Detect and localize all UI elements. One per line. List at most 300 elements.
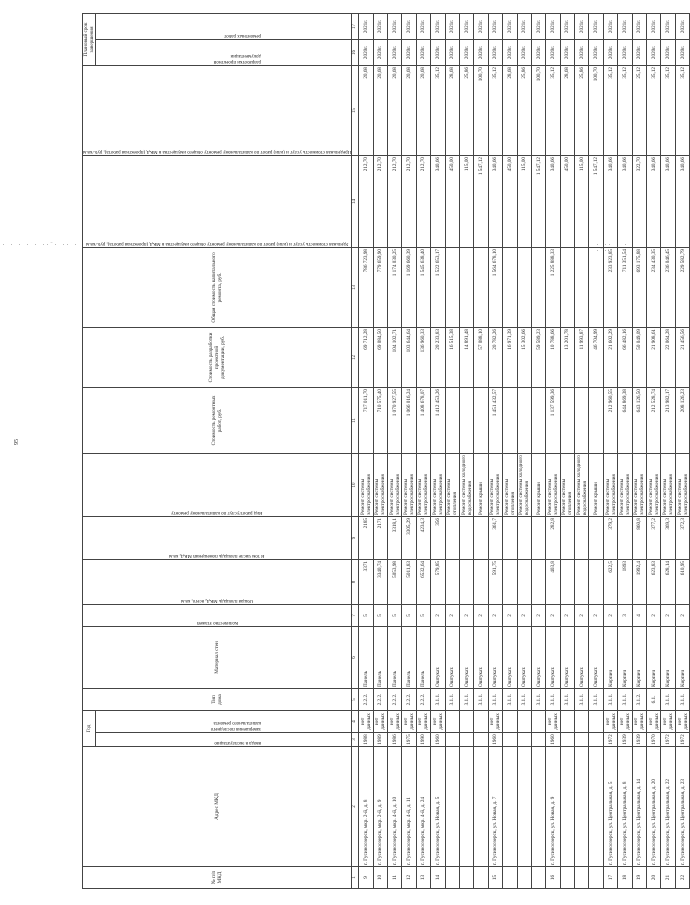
table-cell: 379,2 (603, 516, 617, 559)
table-cell: 622,5 (603, 559, 617, 604)
table-row (431, 13, 445, 888)
table-cell: Ремонт системы холодного водоснабжения (518, 455, 531, 515)
table-cell: 340,66 (675, 155, 689, 247)
table-row (560, 13, 574, 888)
table-cell: 6532,64 (416, 559, 430, 604)
table-cell: 2021г. (603, 13, 617, 39)
table-cell: 340,66 (546, 155, 560, 247)
table-cell: 3.1.1. (503, 688, 517, 710)
table-cell: 25,12 (632, 65, 646, 155)
table-cell: 2021г. (589, 13, 603, 39)
column-number: 15 (352, 65, 359, 155)
table-cell: 2021г. (459, 13, 473, 39)
table-cell: 3.1.1. (531, 688, 545, 710)
table-cell: 1972 (603, 733, 617, 747)
table-cell: Оштукат. (560, 626, 574, 688)
table-cell: 14 891,48 (459, 327, 473, 387)
column-number: 12 (352, 327, 359, 387)
table-cell: 20,68 (373, 65, 387, 155)
table-cell (589, 733, 603, 747)
table-cell: 3.1.1. (474, 688, 488, 710)
column-number: 17 (352, 13, 359, 39)
table-cell: Ремонт системы холодного водоснабжения (460, 455, 473, 515)
table-cell: 16 971,39 (503, 327, 517, 387)
table-cell: 35,12 (488, 65, 502, 155)
table-cell: Ремонт системы электроснабжения (488, 453, 502, 516)
table-cell: 2021г. (531, 13, 545, 39)
table-cell (474, 387, 488, 453)
table-cell: 2020г. (503, 39, 517, 65)
table-cell (459, 247, 473, 327)
table-cell: Ремонт системы электроснабжения (675, 453, 689, 516)
table-cell: 10 788,66 (546, 327, 560, 387)
table-cell (531, 247, 545, 327)
table-cell: 1939 (632, 733, 646, 747)
table-cell: 28,68 (560, 65, 574, 155)
table-cell: 786 723,98 (359, 247, 373, 327)
table-cell: 340,66 (488, 155, 502, 247)
table-cell: 340,66 (431, 155, 445, 247)
table-cell: 1970 (647, 733, 661, 747)
col-header-year-group: Год (83, 710, 96, 746)
table-cell: 21 456,56 (675, 327, 689, 387)
table-cell: 3.1.2. (632, 688, 646, 710)
table-cell: г. Гусиноозерск, ул. Центральная, д. 14 (632, 747, 646, 867)
table-cell (459, 387, 473, 453)
table-cell (517, 733, 531, 747)
table-cell (459, 747, 473, 867)
table-cell: 1 225 888,33 (546, 247, 560, 327)
table-cell: 3.1.1. (459, 688, 473, 710)
column-number: 7 (352, 604, 359, 626)
table-cell: 2021г. (503, 13, 517, 39)
table-cell: г. Гусиноозерск, ул. Центральная, д. 22 (661, 747, 675, 867)
table-cell: 340,66 (661, 155, 675, 247)
table-cell: 628,14 (661, 559, 675, 604)
table-cell: 50 049,09 (632, 327, 646, 387)
table-row (603, 13, 617, 888)
table-cell: нет данных (661, 710, 675, 732)
table-cell: 100,70 (589, 65, 603, 155)
table-cell: 212,70 (373, 155, 387, 247)
table-cell: Ремонт системы электроснабжения (431, 453, 445, 516)
table-cell: 2020г. (373, 39, 387, 65)
table-row (388, 13, 402, 888)
table-cell: 377,2 (647, 516, 661, 559)
table-cell: 717 011,70 (359, 387, 373, 453)
table-cell: 15 (488, 867, 502, 889)
table-cell: 2021г. (488, 13, 502, 39)
table-row (445, 13, 459, 888)
table-cell: 3.1.1. (603, 688, 617, 710)
table-cell: Кирпич (618, 626, 632, 688)
table-row (373, 13, 387, 888)
table-cell: 25,86 (517, 65, 531, 155)
col-header-last-repair: завершения последнего капитального ремонта (210, 720, 261, 731)
table-cell: 2020г. (359, 39, 373, 65)
table-cell: 1 545 638,40 (416, 247, 430, 327)
table-cell: 10 (373, 867, 387, 889)
table-cell: Оштукат. (431, 626, 445, 688)
table-cell: Оштукат. (459, 626, 473, 688)
table-cell: 69 084,50 (373, 327, 387, 387)
table-cell: 1988 (359, 733, 373, 747)
table-cell: 1960 (546, 733, 560, 747)
table-cell: 236 046,45 (661, 247, 675, 327)
table-cell: 3.1.1. (546, 688, 560, 710)
table-cell: 2185 (359, 516, 373, 559)
table-cell: 2020г. (560, 39, 574, 65)
table-cell: 3.1.1. (488, 688, 502, 710)
table-cell (575, 387, 589, 453)
table-cell: Ремонт системы отопления (503, 453, 517, 516)
table-row (517, 13, 531, 888)
table-cell (560, 387, 574, 453)
table-cell: 233 923,85 (603, 247, 617, 327)
table-cell (503, 559, 517, 604)
table-cell: г. Гусиноозерск, мкр. 4-й, д. 11 (402, 747, 416, 867)
table-cell: Ремонт системы электроснабжения (416, 453, 430, 516)
column-number: 8 (352, 559, 359, 604)
table-cell: 104 102,71 (388, 327, 402, 387)
table-cell: 35,12 (675, 65, 689, 155)
table-row (632, 13, 646, 888)
table-cell: 208 126,23 (675, 387, 689, 453)
table-cell: 2 (546, 604, 560, 626)
table-cell: 1 408 678,07 (416, 387, 430, 453)
table-cell: 5 (388, 604, 402, 626)
table-cell: 212,70 (402, 155, 416, 247)
table-cell: 20,68 (416, 65, 430, 155)
table-cell: 340,66 (647, 155, 661, 247)
table-cell: Ремонт системы электроснабжения (373, 453, 387, 516)
table-cell: 1960 (488, 733, 502, 747)
table-cell: 1989 (373, 733, 387, 747)
table-cell: 2020г. (632, 39, 646, 65)
table-cell: 11 993,87 (575, 327, 589, 387)
table-cell: 6.1. (647, 688, 661, 710)
table-cell: 1990 (416, 733, 430, 747)
table-cell: 643 126,50 (632, 387, 646, 453)
col-header-design-deadline: разработки проектной документации (213, 52, 261, 64)
table-cell: 623,83 (647, 559, 661, 604)
table-cell: 2020г. (675, 39, 689, 65)
table-row (416, 13, 430, 888)
table-cell: 361,7 (488, 516, 502, 559)
table-cell: 450,00 (503, 155, 517, 247)
table-cell: г. Гусиноозерск, ул. Центральная, д. 8 (618, 747, 632, 867)
table-cell (575, 747, 589, 867)
table-cell: Оштукат. (488, 626, 502, 688)
table-cell: 3.1.1. (517, 688, 531, 710)
table-cell: нет данных (359, 710, 373, 732)
table-cell: 3.1.1. (445, 688, 459, 710)
table-cell: 2021г. (474, 13, 488, 39)
table-cell: 21 (661, 867, 675, 889)
table-cell (517, 747, 531, 867)
table-cell: 2021г. (546, 13, 560, 39)
table-cell: Ремонт системы электроснабжения (603, 453, 617, 516)
table-cell: 450,00 (560, 155, 574, 247)
table-row (618, 13, 632, 888)
table-cell: 2 (675, 604, 689, 626)
table-cell (445, 747, 459, 867)
table-cell: 20 782,26 (488, 327, 502, 387)
table-cell: 2020г. (445, 39, 459, 65)
table-cell: Ремонт системы электроснабжения (661, 453, 675, 516)
column-number: 2 (352, 747, 359, 867)
table-cell (503, 516, 517, 559)
table-cell: 3.1.1. (431, 688, 445, 710)
table-cell: 212 960,55 (603, 387, 617, 453)
table-cell: 2 (503, 604, 517, 626)
table-row (675, 13, 689, 888)
table-cell: 25,86 (575, 65, 589, 155)
table-cell: 5 (416, 604, 430, 626)
col-header-address: Адрес МКД (83, 747, 352, 867)
table-cell: 1 070 927,55 (388, 387, 402, 453)
table-cell: Ремонт системы электроснабжения (359, 453, 373, 516)
repair-plan-table (82, 13, 690, 889)
table-cell: 5 (373, 604, 387, 626)
table-cell: 693 175,88 (632, 247, 646, 327)
table-cell (474, 516, 488, 559)
col-header-total-area: Общая площадь МКД, всего, кв.м (180, 597, 254, 603)
table-cell (517, 710, 531, 732)
table-cell: 2021г. (661, 13, 675, 39)
table-cell: 212 528,74 (647, 387, 661, 453)
table-cell (474, 867, 488, 889)
table-cell: 2020г. (517, 39, 531, 65)
table-cell (459, 710, 473, 732)
table-cell (575, 516, 589, 559)
table-cell (531, 710, 545, 732)
table-cell: 15 302,66 (517, 327, 531, 387)
table-cell (503, 733, 517, 747)
table-cell (517, 559, 531, 604)
table-cell (474, 747, 488, 867)
table-cell: 12 (402, 867, 416, 889)
table-cell: Ремонт системы электроснабжения (388, 453, 402, 516)
table-cell: нет данных (603, 710, 617, 732)
table-cell: 20 233,83 (431, 327, 445, 387)
table-cell: 356 (431, 516, 445, 559)
table-cell: Оштукат. (445, 626, 459, 688)
table-cell (474, 733, 488, 747)
table-cell: 2020г. (431, 39, 445, 65)
table-cell (517, 516, 531, 559)
table-cell (560, 733, 574, 747)
table-row (661, 13, 675, 888)
table-cell: 1960 (431, 733, 445, 747)
table-cell: 2020г. (531, 39, 545, 65)
table-cell: 229 582,79 (675, 247, 689, 327)
table-cell: 3.1.1. (661, 688, 675, 710)
table-cell: 2 (661, 604, 675, 626)
table-cell: 340,66 (618, 155, 632, 247)
column-number: 3 (352, 733, 359, 747)
table-cell (560, 747, 574, 867)
table-cell (474, 247, 488, 327)
table-row (402, 13, 416, 888)
table-cell (517, 247, 531, 327)
table-cell: 2 (575, 604, 589, 626)
table-cell: 28,68 (503, 65, 517, 155)
table-cell: 5 (359, 604, 373, 626)
table-cell: 2020г. (546, 39, 560, 65)
table-cell (459, 516, 473, 559)
table-cell: 21 602,29 (603, 327, 617, 387)
table-cell: Кирпич (632, 626, 646, 688)
table-cell: нет данных (402, 710, 416, 732)
table-cell: 212,70 (359, 155, 373, 247)
table-cell (589, 559, 603, 604)
table-cell (575, 247, 589, 327)
table-row (546, 13, 560, 888)
table-cell: 3.1.1. (675, 688, 689, 710)
table-cell: Ремонт системы электроснабжения (632, 453, 646, 516)
table-cell: 35,12 (647, 65, 661, 155)
table-cell: Оштукат. (503, 626, 517, 688)
table-cell: 1 547,12 (531, 155, 545, 247)
table-cell: 2020г. (416, 39, 430, 65)
table-cell: 2020г. (661, 39, 675, 65)
table-cell: нет данных (647, 710, 661, 732)
table-cell: нет данных (488, 710, 502, 732)
table-cell: 372,3 (675, 516, 689, 559)
column-number: 9 (352, 516, 359, 559)
table-cell: 2021г. (618, 13, 632, 39)
col-header-commission-year: ввода в эксплуатацию (214, 740, 261, 745)
table-cell: 403,8 (546, 559, 560, 604)
table-cell: нет данных (431, 710, 445, 732)
table-cell (445, 559, 459, 604)
table-cell: Ремонт системы холодного водоснабжения (575, 455, 588, 515)
table-cell: 2 (560, 604, 574, 626)
table-cell (531, 867, 545, 889)
table-cell: 4 (632, 604, 646, 626)
table-cell: Кирпич (675, 626, 689, 688)
table-cell: нет данных (618, 710, 632, 732)
table-row (359, 13, 373, 888)
table-cell: 2021г. (445, 13, 459, 39)
table-cell: 5011,83 (402, 559, 416, 604)
table-cell (445, 867, 459, 889)
table-cell (459, 867, 473, 889)
table-cell: Панель (388, 626, 402, 688)
table-cell: 1972 (675, 733, 689, 747)
table-cell (589, 516, 603, 559)
table-cell: г. Гусиноозерск, ул. Новая, д. 5 (431, 747, 445, 867)
table-cell: 2 (431, 604, 445, 626)
table-cell: Панель (359, 626, 373, 688)
table-cell (589, 867, 603, 889)
table-row (575, 13, 589, 888)
table-cell: 66 482,16 (618, 327, 632, 387)
table-cell (517, 387, 531, 453)
table-cell: Кирпич (603, 626, 617, 688)
column-number: 1 (352, 867, 359, 889)
table-cell: г. Гусиноозерск, мкр. 4-й, д. 24 (416, 747, 430, 867)
table-cell: 20,68 (359, 65, 373, 155)
col-header-work-type: Вид работ/услуг по капитальному ремонту (171, 509, 263, 515)
col-header-repair-cost: Стоимость ремонтных работ, руб. (83, 387, 352, 453)
col-header-wall-material: Материал стен (83, 626, 352, 688)
table-cell: 2020г. (589, 39, 603, 65)
table-cell: 2020г. (603, 39, 617, 65)
table-cell: 1986 (388, 733, 402, 747)
table-cell: 2 (589, 604, 603, 626)
table-cell: 2021г. (359, 13, 373, 39)
table-cell: 1972 (661, 733, 675, 747)
table-cell: Ремонт системы электроснабжения (647, 453, 661, 516)
table-cell: Ремонт крыши (531, 453, 545, 516)
table-cell: 2020г. (474, 39, 488, 65)
col-header-floors: Количество этажей (196, 619, 238, 625)
table-cell (503, 867, 517, 889)
table-cell (445, 387, 459, 453)
table-cell: г. Гусиноозерск, мкр. 4-й, д. 10 (388, 747, 402, 867)
table-cell: 644 869,38 (618, 387, 632, 453)
table-cell: 212,70 (416, 155, 430, 247)
table-cell: 3305,29 (402, 516, 416, 559)
table-cell: 2020г. (618, 39, 632, 65)
table-cell: Панель (402, 626, 416, 688)
table-row (589, 13, 603, 888)
table-cell (531, 733, 545, 747)
table-cell: 69 712,28 (359, 327, 373, 387)
table-cell: 18 (618, 867, 632, 889)
table-cell: г. Гусиноозерск, мкр. 2-й, д. 8 (359, 747, 373, 867)
table-cell: 1975 (402, 733, 416, 747)
table-cell: 2.2.2. (402, 688, 416, 710)
header-row-1 (83, 13, 96, 888)
column-number: 4 (352, 710, 359, 732)
table-cell: 28,68 (445, 65, 459, 155)
table-cell: 1 522 653,17 (431, 247, 445, 327)
table-cell: Оштукат. (517, 626, 531, 688)
table-cell: 2171 (373, 516, 387, 559)
table-cell: 450,00 (445, 155, 459, 247)
table-cell: 3.1.1. (560, 688, 574, 710)
table-cell: 1 547,12 (474, 155, 488, 247)
table-cell: 13 (416, 867, 430, 889)
table-cell: 21 908,61 (647, 327, 661, 387)
table-cell: 115,00 (517, 155, 531, 247)
table-cell: 2 (647, 604, 661, 626)
table-cell: 1 412 453,26 (431, 387, 445, 453)
table-cell: 2021г. (416, 13, 430, 39)
table-cell: 710 575,40 (373, 387, 387, 453)
table-row (531, 13, 545, 888)
table-cell: 234 430,35 (647, 247, 661, 327)
table-cell: 11 (388, 867, 402, 889)
table-cell: 1 137 599,36 (546, 387, 560, 453)
table-cell (531, 387, 545, 453)
table-cell: 213 982,17 (661, 387, 675, 453)
table-cell: Панель (416, 626, 430, 688)
table-cell: 35,12 (618, 65, 632, 155)
table-cell (618, 516, 632, 559)
table-cell: г. Гусиноозерск, ул. Новая, д. 7 (488, 747, 502, 867)
table-cell: 610,95 (675, 559, 689, 604)
table-cell: нет данных (416, 710, 430, 732)
table-cell: Ремонт системы электроснабжения (618, 453, 632, 516)
column-number: 14 (352, 155, 359, 247)
table-cell: 3.1.1. (618, 688, 632, 710)
table-cell: 2021г. (517, 13, 531, 39)
table-cell: 57 088,10 (474, 327, 488, 387)
